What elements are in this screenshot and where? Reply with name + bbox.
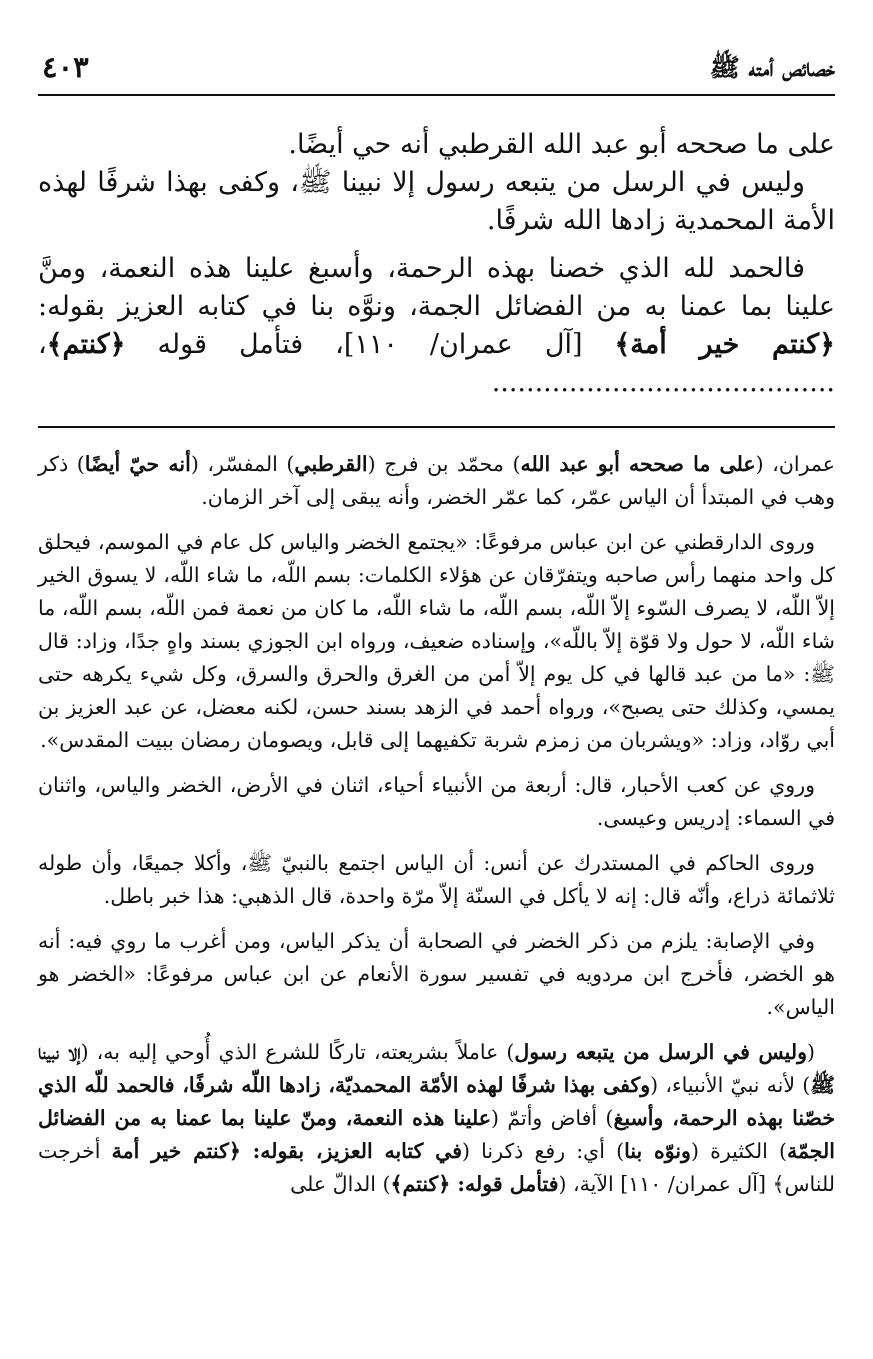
main-text-run: فالحمد لله الذي خصنا بهذه الرحمة، وأسبغ علينا هذه النعمة، ومنَّ علينا بما عمنا به من الفضائل الجمة، ونوَّه بنا في كتابه العزيز بقوله: (38, 253, 835, 322)
quran-quote: ﴿كنتم﴾ (46, 329, 126, 360)
bold-run: وليس في الرسل من يتبعه رسول (514, 1040, 807, 1064)
text-run: ) لأنه نبيّ الأنبياء، ( (650, 1073, 811, 1097)
page (38, 44, 835, 1344)
commentary-paragraph (38, 1036, 835, 1201)
commentary-paragraph: وروى الدارقطني عن ابن عباس مرفوعًا: «يجتمع الخضر والياس كل عام في الموسم، فيحلق كل واحد منهما رأس صاحبه ويتفرّقان عن هؤلاء الكلمات: بسم اللّه، ما شاء اللّه، لا يسوق الخير إلاّ اللّه، لا يصرف السّوء إلاّ اللّه، بسم اللّه، ما شاء اللّه، ما كان من نعمة فمن اللّه، بسم اللّه، ما شاء اللّه، لا حول ولا قوّة إلاّ باللّه»، وإسناده ضعيف، ورواه ابن الجوزي بسند واهٍ جدًا، وزاد: قال ﷺ: «ما من عبد قالها في كل يوم إلاّ أمن من الغرق والحرق والسرق، وكل شيء يكرهه حتى يمسي، وكذلك حتى يصبح»، ورواه أحمد في الزهد بسند حسن، لكنه معضل، عن عبد العزيز بن أبي روّاد، وزاد: «ويشربان من زمزم شربة تكفيهما إلى قابل، ويصومان رمضان ببيت المقدس». (38, 530, 835, 752)
main-paragraph: وليس في الرسل من يتبعه رسول إلا نبينا ﷺ، وكفى بهذا شرفًا لهذه الأمة المحمدية زادها الله شرفًا. (38, 167, 835, 236)
text-run: ) محمّد بن فرج ( (367, 452, 521, 476)
header-title: خصائص أمته ﷺ (709, 53, 835, 82)
commentary-paragraph: وروى الحاكم في المستدرك عن أنس: أن الياس اجتمع بالنبيّ ﷺ، وأكلا جميعًا، وأن طوله ثلاثمائة ذراع، وأنّه قال: إنه لا يأكل في السنّة إلاّ مرّة واحدة، قال الذهبي: هذا خبر باطل. (38, 851, 835, 908)
bold-run: القرطبي (294, 452, 368, 476)
commentary-paragraph (38, 448, 835, 514)
main-text-run: ، (38, 329, 47, 360)
bold-run: أنه حيّ أيضًا (84, 452, 191, 476)
text-run: ) أي: رفع ذكرنا ( (462, 1139, 625, 1163)
bold-run: ونوّه بنا (624, 1139, 691, 1163)
text-run: ) ذكر وهب في المبتدأ أن الياس عمّر، كما عمّر الخضر، وأنه يبقى إلى آخر الزمان. (38, 452, 835, 509)
dotted-continuation: ........................................ (491, 367, 835, 398)
running-header (38, 44, 835, 96)
commentary-paragraph: وروي عن كعب الأحبار، قال: أربعة من الأنبياء أحياء، اثنان في الأرض، الخضر والياس، واثنان في السماء: إدريس وعيسى. (38, 773, 835, 830)
main-text-run: [آل عمران/ ١١٠]، فتأمل قوله (157, 329, 583, 360)
text-run: ) المفسّر، ( (190, 452, 295, 476)
footnote-separator (38, 426, 835, 428)
commentary (38, 448, 835, 1213)
bold-run: إلا نبينا ﷺ (38, 1040, 835, 1097)
quran-quote: ﴿كنتم خير أمة﴾ (614, 329, 835, 360)
text-run: ) الدالّ على (290, 1172, 391, 1196)
text-run: عمران، ( (755, 452, 835, 476)
text-run: ( (807, 1040, 815, 1064)
bold-run: في كتابه العزيز، بقوله: ﴿كنتم خير أمة (111, 1139, 463, 1163)
text-run: ) عاملاً بشريعته، تاركًا للشرع الذي أُوحي إليه به، ( (80, 1040, 515, 1064)
main-paragraph: على ما صححه أبو عبد الله القرطبي أنه حي أيضًا. (288, 129, 835, 160)
bold-run: وكفى بهذا شرفًا لهذه الأمّة المحمديّة، زادها اللّه شرفًا، فالحمد للّه الذي خصّنا بهذه الرحمة، وأسبغ (38, 1073, 836, 1130)
main-text (38, 126, 835, 402)
bold-run: على ما صححه أبو عبد الله (520, 452, 756, 476)
text-run: ) أفاض وأتمّ ( (491, 1106, 614, 1130)
text-run: ) الكثيرة ( (690, 1139, 787, 1163)
page-number: ٤٠٣ (42, 50, 89, 84)
text-run: أخرجت للناس﴾ [آل عمران/ ١١٠] الآية، ( (38, 1139, 835, 1196)
commentary-paragraph: وفي الإصابة: يلزم من ذكر الخضر في الصحابة أن يذكر الياس، ومن أغرب ما روي فيه: أنه هو الخضر، فأخرج ابن مردويه في تفسير سورة الأنعام عن ابن عباس مرفوعًا: «الخضر هو الياس». (38, 929, 835, 1019)
bold-run: علينا هذه النعمة، ومنّ علينا بما عمنا به من الفضائل الجمّة (38, 1106, 835, 1163)
bold-run: فتأمل قوله: ﴿كنتم﴾ (390, 1172, 559, 1196)
main-paragraph (38, 250, 835, 402)
